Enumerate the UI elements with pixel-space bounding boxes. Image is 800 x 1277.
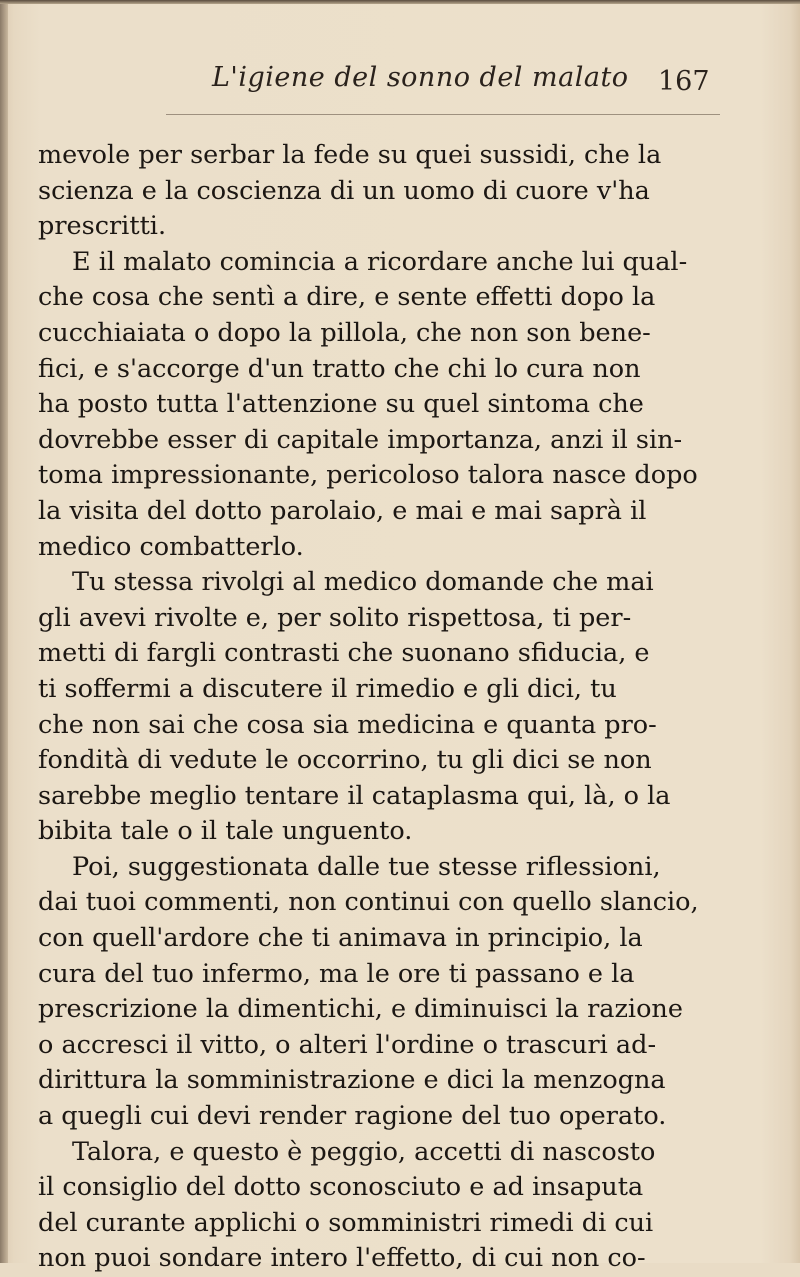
- text-line: fici, e s'accorge d'un tratto che chi lo cura non: [38, 353, 641, 384]
- text-line: sarebbe meglio tentare il cataplasma qui, là, o la: [38, 780, 671, 811]
- text-line: dai tuoi commenti, non continui con quello slancio,: [38, 887, 699, 918]
- text-line: o accresci il vitto, o alteri l'ordine o trascuri ad-: [38, 1029, 657, 1060]
- text-line: ha posto tutta l'attenzione su quel sintoma che: [38, 389, 644, 420]
- text-line: Talora, e questo è peggio, accetti di nascosto: [72, 1136, 656, 1167]
- text-line: fondità di vedute le occorrino, tu gli dici se non: [38, 745, 652, 776]
- header-rule: [166, 114, 720, 115]
- text-line: bibita tale o il tale unguento.: [38, 816, 413, 847]
- text-line: gli avevi rivolte e, per solito rispettosa, ti per-: [38, 602, 632, 633]
- text-line: ti soffermi a discutere il rimedio e gli dici, tu: [38, 673, 617, 704]
- text-line: Poi, suggestionata dalle tue stesse riflessioni,: [72, 851, 661, 882]
- text-line: toma impressionante, pericoloso talora nasce dopo: [38, 460, 698, 491]
- text-line: prescritti.: [38, 211, 167, 242]
- text-line: scienza e la coscienza di un uomo di cuore v'ha: [38, 175, 650, 206]
- text-line: dirittura la somministrazione e dici la menzogna: [38, 1065, 666, 1096]
- text-line: con quell'ardore che ti animava in principio, la: [38, 923, 643, 954]
- text-line: cura del tuo infermo, ma le ore ti passano e la: [38, 958, 635, 989]
- page-binding-shadow: [0, 0, 8, 1263]
- text-line: non puoi sondare intero l'effetto, di cui non co-: [38, 1243, 646, 1274]
- text-line: Tu stessa rivolgi al medico domande che mai: [72, 567, 654, 598]
- text-line: metti di fargli contrasti che suonano sfiducia, e: [38, 638, 650, 669]
- text-line: dovrebbe esser di capitale importanza, anzi il sin-: [38, 424, 683, 455]
- running-title: L'igiene del sonno del malato: [212, 62, 629, 93]
- running-head: [0, 58, 800, 98]
- text-line: il consiglio del dotto sconosciuto e ad insaputa: [38, 1172, 644, 1203]
- text-line: cucchiaiata o dopo la pillola, che non son bene-: [38, 317, 651, 348]
- page-top-edge: [0, 0, 800, 4]
- text-line: del curante applichi o somministri rimedi di cui: [38, 1207, 654, 1238]
- text-line: medico combatterlo.: [38, 531, 304, 562]
- text-line: che cosa che sentì a dire, e sente effetti dopo la: [38, 282, 656, 313]
- text-line: a quegli cui devi render ragione del tuo operato.: [38, 1101, 667, 1132]
- text-line: mevole per serbar la fede su quei sussidi, che la: [38, 140, 662, 170]
- text-line: che non sai che cosa sia medicina e quanta pro-: [38, 709, 657, 740]
- page-number: 167: [658, 66, 710, 97]
- text-line: E il malato comincia a ricordare anche lui qual-: [72, 246, 688, 277]
- text-line: prescrizione la dimentichi, e diminuisci la razione: [38, 994, 683, 1025]
- body-text: [38, 138, 758, 1277]
- text-line: la visita del dotto parolaio, e mai e mai saprà il: [38, 495, 647, 526]
